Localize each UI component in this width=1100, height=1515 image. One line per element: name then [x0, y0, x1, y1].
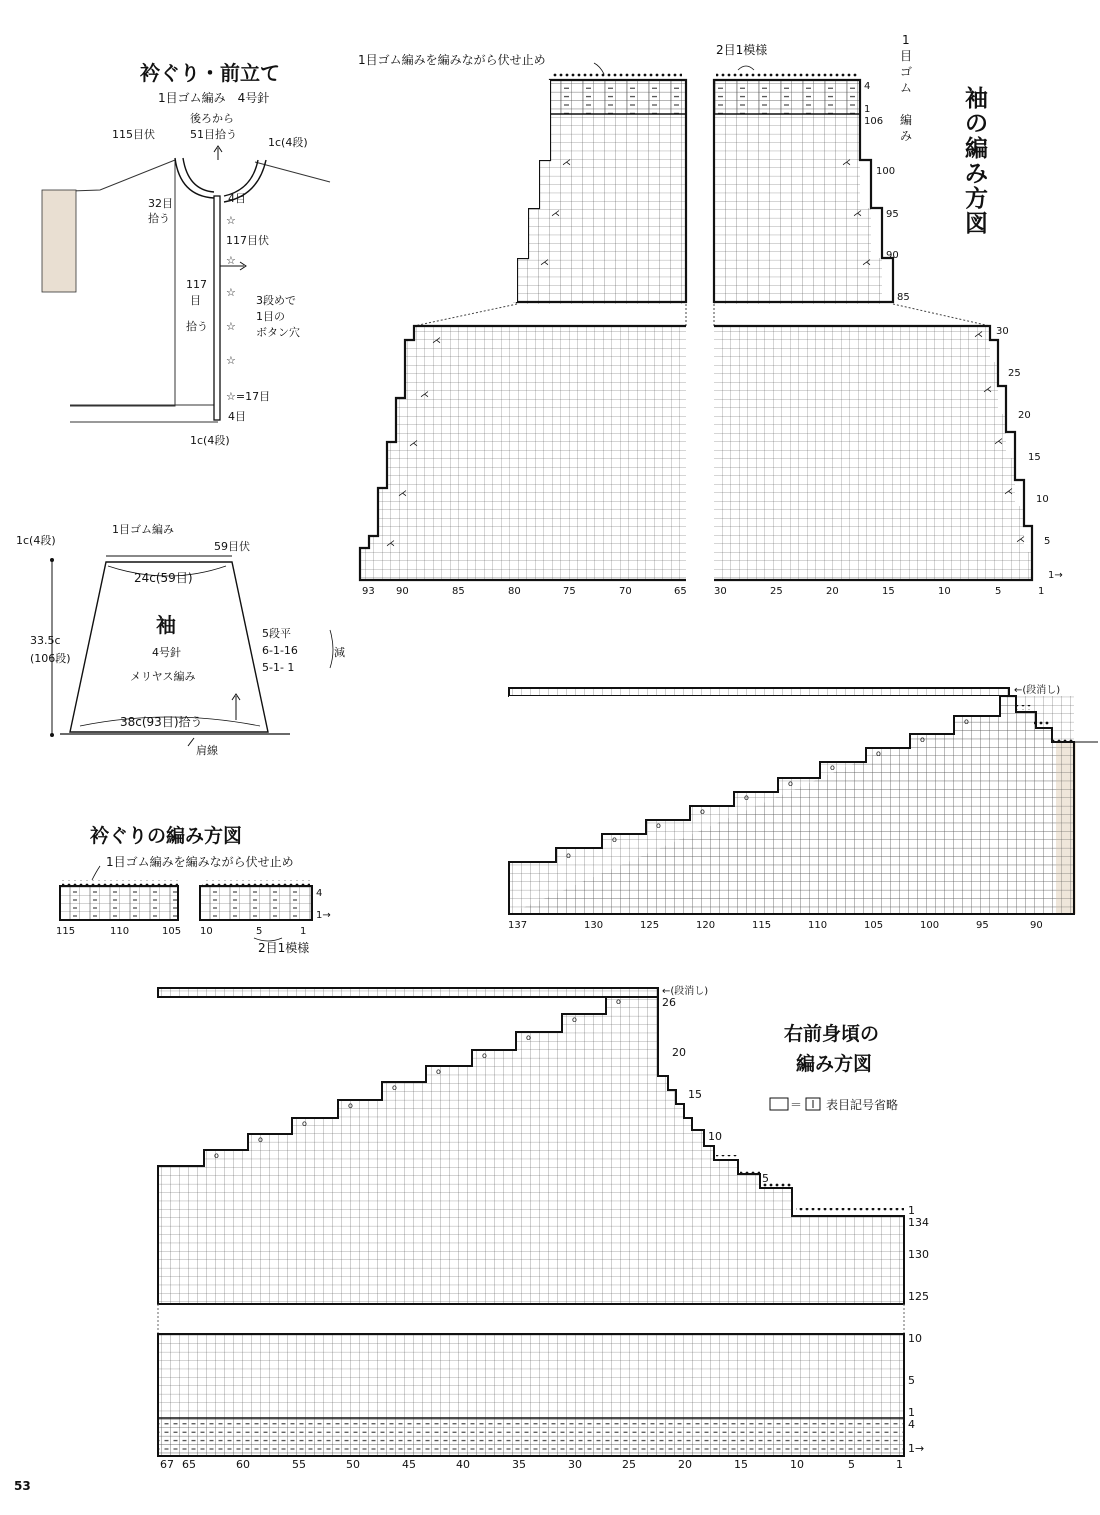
svg-text:⋌: ⋌: [983, 385, 992, 395]
svg-text:55: 55: [292, 1458, 306, 1471]
svg-text:み: み: [900, 129, 913, 143]
front-chart-right-row-labels: [908, 1216, 929, 1455]
svg-text:の: の: [965, 111, 988, 137]
svg-text:95: 95: [886, 209, 899, 220]
svg-text:o: o: [876, 749, 881, 758]
svg-text:o: o: [572, 1015, 577, 1024]
svg-text:35: 35: [512, 1458, 526, 1471]
svg-text:⋌: ⋌: [432, 336, 441, 346]
svg-text:⋌: ⋌: [409, 439, 418, 449]
sleeve-chart-bottom-left-grid: [360, 326, 686, 580]
front-chart: [158, 984, 929, 1471]
svg-text:120: 120: [696, 920, 716, 931]
svg-text:1c(4段): 1c(4段): [268, 136, 308, 149]
svg-text:125: 125: [640, 920, 660, 931]
svg-text:105: 105: [864, 920, 884, 931]
svg-text:ゴ: ゴ: [900, 65, 913, 79]
svg-text:方: 方: [965, 186, 988, 212]
sleeve-chart-top-note: 1目ゴム編みを編みながら伏せ止め: [358, 53, 546, 67]
svg-text:☆: ☆: [226, 320, 236, 333]
svg-text:5: 5: [256, 926, 263, 937]
svg-text:15: 15: [688, 1088, 702, 1101]
svg-text:15: 15: [882, 586, 895, 597]
svg-text:1: 1: [908, 1204, 915, 1217]
svg-text:10: 10: [938, 586, 951, 597]
svg-text:⋌: ⋌: [974, 330, 983, 340]
sleeve-chart-bottom-right-grid: [714, 326, 1034, 580]
svg-text:106: 106: [864, 116, 884, 127]
svg-text:85: 85: [897, 292, 910, 303]
svg-text:65: 65: [182, 1458, 196, 1471]
front-chart-note: ←(段消し): [662, 986, 709, 997]
svg-text:5: 5: [995, 586, 1002, 597]
svg-text:⋌: ⋌: [1004, 487, 1013, 497]
collar-placket-title: 衿ぐり・前立て: [140, 61, 280, 85]
svg-text:33.5c: 33.5c: [30, 634, 61, 647]
svg-text:表目記号省略: 表目記号省略: [826, 1098, 899, 1112]
svg-text:115目伏: 115目伏: [112, 128, 155, 141]
svg-text:93: 93: [362, 586, 375, 597]
svg-text:目: 目: [900, 49, 913, 63]
svg-text:10: 10: [708, 1130, 722, 1143]
svg-text:☆=17目: ☆=17目: [226, 390, 271, 403]
svg-text:1目の: 1目の: [256, 310, 285, 323]
svg-text:5-1- 1: 5-1- 1: [262, 661, 295, 674]
svg-text:20: 20: [678, 1458, 692, 1471]
svg-text:65: 65: [674, 586, 687, 597]
svg-text:1目ゴム編みを編みながら伏せ止め: 1目ゴム編みを編みながら伏せ止め: [106, 855, 294, 869]
sleeve-chart-top-right-rib: [714, 80, 860, 114]
svg-text:目: 目: [190, 294, 201, 307]
svg-text:1c(4段): 1c(4段): [190, 434, 230, 447]
svg-text:編: 編: [965, 136, 988, 162]
page-number: 53: [14, 1479, 31, 1493]
svg-text:20: 20: [826, 586, 839, 597]
svg-text:32目: 32目: [148, 197, 173, 210]
svg-text:メリヤス編み: メリヤス編み: [130, 670, 196, 683]
sleeve-schematic: [16, 522, 345, 757]
svg-text:1→: 1→: [908, 1442, 925, 1455]
svg-text:85: 85: [452, 586, 465, 597]
svg-text:50: 50: [346, 1458, 360, 1471]
shoulder-chart-col-labels: [508, 920, 1043, 931]
svg-text:図: 図: [965, 211, 988, 237]
svg-text:24c(59目): 24c(59目): [134, 571, 193, 585]
svg-text:o: o: [830, 763, 835, 772]
front-chart-title-1: 右前身頃の: [784, 1023, 880, 1045]
svg-text:後ろから: 後ろから: [190, 112, 234, 125]
svg-text:o: o: [616, 997, 621, 1006]
svg-text:o: o: [302, 1119, 307, 1128]
svg-text:☆: ☆: [226, 354, 236, 367]
front-chart-legend: [770, 1097, 898, 1112]
svg-text:⋌: ⋌: [1016, 535, 1025, 545]
svg-text:1c(4段): 1c(4段): [16, 534, 56, 547]
sleeve-schematic-title: 袖: [156, 613, 176, 637]
svg-text:20: 20: [1018, 410, 1031, 421]
svg-text:拾う: 拾う: [148, 212, 170, 225]
svg-text:拾う: 拾う: [186, 320, 208, 333]
svg-text:1: 1: [896, 1458, 903, 1471]
svg-text:o: o: [612, 835, 617, 844]
svg-text:15: 15: [1028, 452, 1041, 463]
svg-text:o: o: [744, 793, 749, 802]
collar-placket-subtitle: 1目ゴム編み 4号針: [158, 91, 270, 105]
sleeve-chart-side-rib-label: [900, 33, 912, 143]
svg-text:o: o: [392, 1083, 397, 1092]
svg-text:45: 45: [402, 1458, 416, 1471]
svg-text:1: 1: [300, 926, 307, 937]
svg-text:⋌: ⋌: [862, 258, 871, 268]
svg-text:130: 130: [908, 1248, 929, 1261]
svg-text:4: 4: [864, 81, 871, 92]
shoulder-chart-note: ←(段消し): [1014, 685, 1061, 696]
svg-text:130: 130: [584, 920, 604, 931]
svg-text:38c(93目)拾う: 38c(93目)拾う: [120, 715, 203, 729]
svg-text:75: 75: [563, 586, 576, 597]
svg-text:60: 60: [236, 1458, 250, 1471]
svg-text:95: 95: [976, 920, 989, 931]
svg-text:10: 10: [908, 1332, 922, 1345]
svg-text:⋌: ⋌: [540, 258, 549, 268]
svg-text:⋌: ⋌: [398, 489, 407, 499]
svg-text:40: 40: [456, 1458, 470, 1471]
svg-text:59目伏: 59目伏: [214, 540, 250, 553]
sleeve-chart: [358, 33, 1063, 597]
sleeve-chart-top-left-rib: [550, 80, 686, 114]
svg-text:137: 137: [508, 920, 528, 931]
svg-text:＝: ＝: [790, 1098, 803, 1112]
svg-text:30: 30: [568, 1458, 582, 1471]
svg-text:90: 90: [886, 250, 899, 261]
svg-text:1: 1: [908, 1406, 915, 1419]
svg-text:90: 90: [1030, 920, 1043, 931]
svg-text:15: 15: [734, 1458, 748, 1471]
svg-text:袖: 袖: [965, 86, 988, 112]
svg-text:3段めで: 3段めで: [256, 294, 296, 307]
svg-text:5: 5: [1044, 536, 1051, 547]
sleeve-chart-repeat-note: 2目1模様: [716, 43, 768, 57]
svg-text:⋌: ⋌: [420, 390, 429, 400]
svg-text:30: 30: [714, 586, 727, 597]
svg-text:4号針: 4号針: [152, 646, 181, 659]
svg-text:110: 110: [110, 926, 130, 937]
svg-text:み: み: [965, 161, 988, 187]
svg-text:o: o: [964, 717, 969, 726]
svg-text:o: o: [482, 1051, 487, 1060]
svg-text:10: 10: [790, 1458, 804, 1471]
svg-text:30: 30: [996, 326, 1009, 337]
svg-text:肩線: 肩線: [196, 744, 218, 757]
svg-text:80: 80: [508, 586, 521, 597]
svg-text:o: o: [788, 779, 793, 788]
shoulder-chart: [508, 683, 1098, 931]
svg-text:☆: ☆: [226, 214, 236, 227]
svg-text:o: o: [700, 807, 705, 816]
svg-text:☆: ☆: [226, 286, 236, 299]
svg-text:減: 減: [334, 646, 345, 659]
svg-text:編: 編: [900, 113, 913, 127]
svg-text:1目ゴム編み: 1目ゴム編み: [112, 523, 174, 536]
svg-text:4: 4: [908, 1418, 915, 1431]
front-chart-col-labels: [160, 1458, 903, 1471]
svg-text:o: o: [566, 851, 571, 860]
svg-text:25: 25: [622, 1458, 636, 1471]
svg-text:100: 100: [920, 920, 940, 931]
svg-text:⋌: ⋌: [994, 437, 1003, 447]
front-chart-title-2: 編み方図: [796, 1053, 873, 1075]
svg-text:90: 90: [396, 586, 409, 597]
svg-text:67: 67: [160, 1458, 174, 1471]
svg-text:⋌: ⋌: [853, 209, 862, 219]
svg-text:4: 4: [316, 888, 323, 899]
svg-text:⋌: ⋌: [386, 539, 395, 549]
svg-text:25: 25: [1008, 368, 1021, 379]
svg-text:125: 125: [908, 1290, 929, 1303]
svg-text:(106段): (106段): [30, 652, 71, 665]
svg-text:☆: ☆: [226, 254, 236, 267]
svg-text:105: 105: [162, 926, 182, 937]
svg-text:51目拾う: 51目拾う: [190, 128, 237, 141]
svg-text:1: 1: [902, 33, 910, 47]
svg-text:o: o: [656, 821, 661, 830]
svg-text:o: o: [436, 1067, 441, 1076]
svg-text:6-1-16: 6-1-16: [262, 644, 298, 657]
svg-text:o: o: [348, 1101, 353, 1110]
svg-text:25: 25: [770, 586, 783, 597]
svg-text:ボタン穴: ボタン穴: [256, 326, 300, 339]
svg-text:4目: 4目: [228, 192, 246, 205]
svg-text:5段平: 5段平: [262, 627, 291, 640]
svg-text:10: 10: [1036, 494, 1049, 505]
svg-text:o: o: [526, 1033, 531, 1042]
collar-chart: [56, 824, 331, 955]
svg-text:115: 115: [752, 920, 772, 931]
svg-text:70: 70: [619, 586, 632, 597]
svg-text:100: 100: [876, 166, 896, 177]
svg-text:⋌: ⋌: [562, 158, 571, 168]
svg-text:o: o: [214, 1151, 219, 1160]
svg-text:ム: ム: [900, 81, 913, 95]
svg-text:10: 10: [200, 926, 213, 937]
svg-text:134: 134: [908, 1216, 929, 1229]
svg-text:26: 26: [662, 996, 676, 1009]
svg-text:2目1模様: 2目1模様: [258, 941, 310, 955]
svg-text:o: o: [258, 1135, 263, 1144]
collar-chart-title: 衿ぐりの編み方図: [90, 825, 243, 847]
svg-text:5: 5: [848, 1458, 855, 1471]
svg-text:5: 5: [762, 1172, 769, 1185]
svg-text:o: o: [920, 735, 925, 744]
svg-text:117: 117: [186, 278, 207, 291]
svg-text:5: 5: [908, 1374, 915, 1387]
svg-text:110: 110: [808, 920, 828, 931]
svg-text:⋌: ⋌: [551, 209, 560, 219]
svg-text:20: 20: [672, 1046, 686, 1059]
svg-text:1→: 1→: [1048, 570, 1063, 581]
svg-text:1: 1: [1038, 586, 1045, 597]
svg-text:⋌: ⋌: [842, 158, 851, 168]
svg-text:115: 115: [56, 926, 76, 937]
collar-placket-schematic: [42, 61, 330, 447]
svg-text:1→: 1→: [316, 910, 331, 921]
svg-text:117目伏: 117目伏: [226, 234, 269, 247]
svg-text:1: 1: [864, 104, 871, 115]
svg-text:4目: 4目: [228, 410, 246, 423]
sleeve-chart-col-labels: [362, 586, 1044, 597]
sleeve-chart-title: [964, 86, 988, 237]
